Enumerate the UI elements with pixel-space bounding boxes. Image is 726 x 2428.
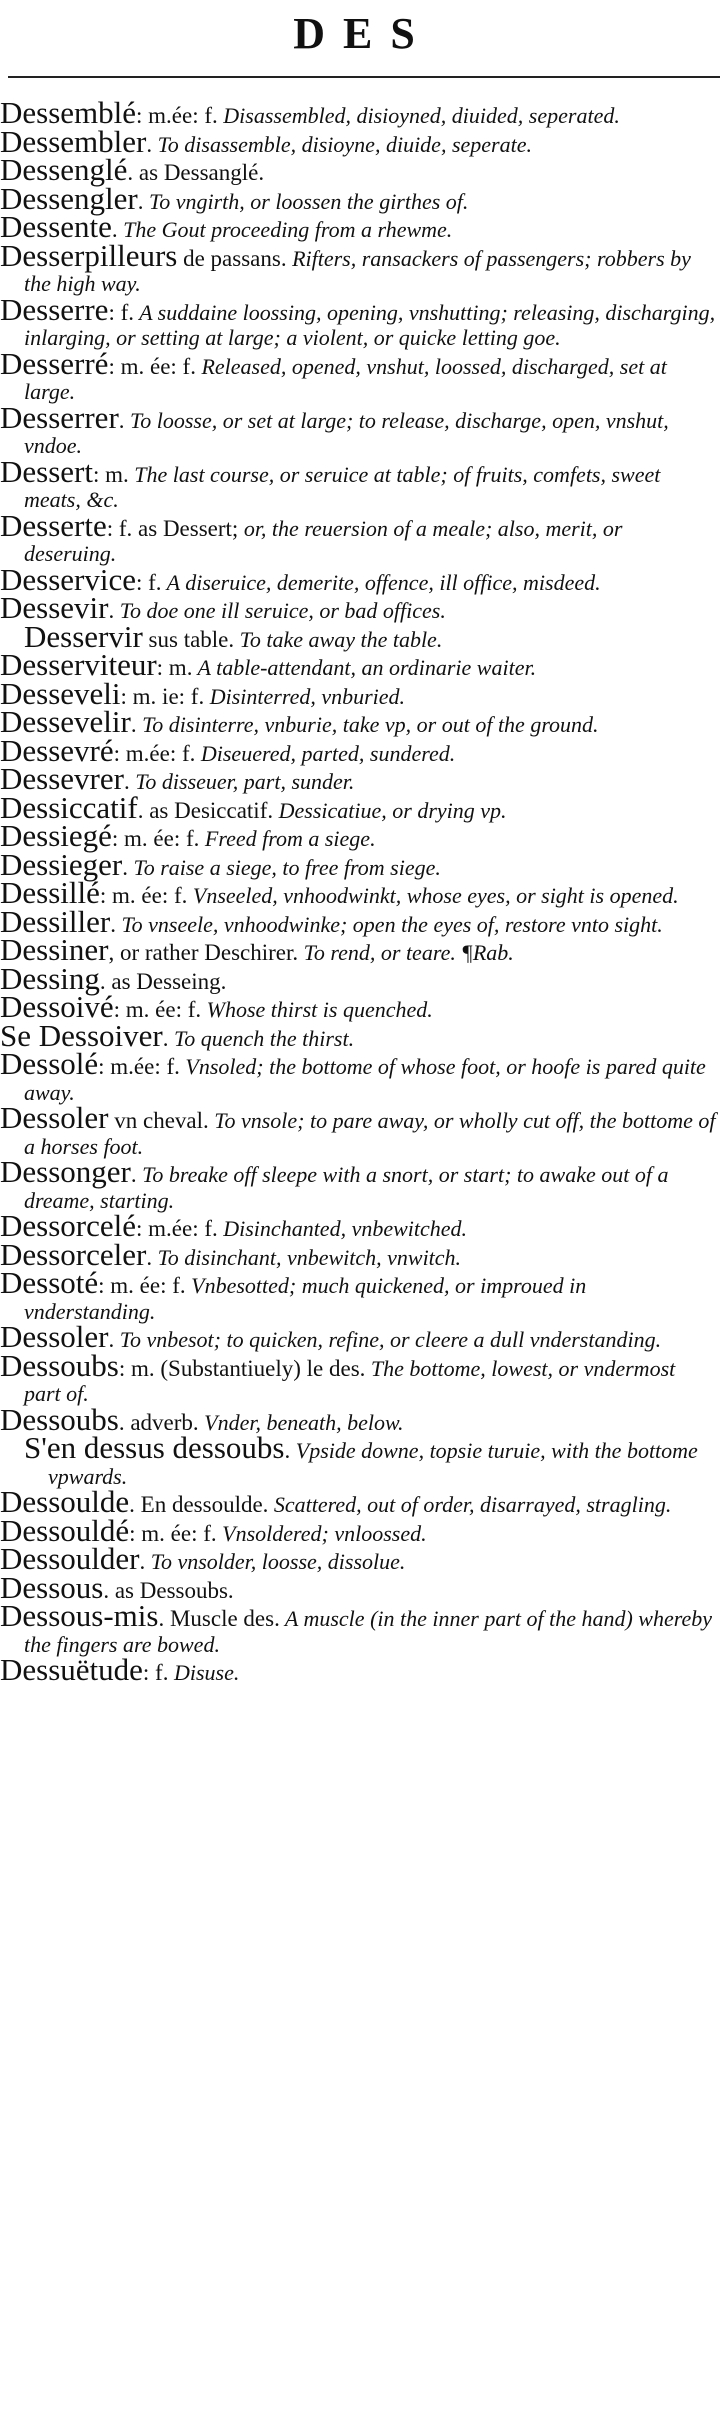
entry-headword: Dessuëtude [0, 1652, 143, 1687]
entry-grammar: : m.ée: f. [113, 740, 196, 766]
entry-definition: To rend, or teare. ¶Rab. [298, 940, 514, 965]
entry-headword: Dessente [0, 209, 112, 244]
entry-definition: Scattered, out of order, disarrayed, stragling. [268, 1492, 672, 1517]
entry-grammar: : f. as Dessert; [106, 515, 239, 541]
entry-grammar: : m. [92, 461, 129, 487]
entry-grammar: : m. ée: f. [108, 353, 196, 379]
entry-definition: To vnsolder, loosse, dissolue. [145, 1549, 406, 1574]
entry-definition: To quench the thirst. [168, 1025, 355, 1051]
entry-grammar: : m. ie: f. [120, 683, 205, 709]
entry-headword: Dessonger [0, 1154, 131, 1189]
entry-headword: Dessengler [0, 180, 138, 216]
entry-definition: Diseuered, parted, sundered. [195, 740, 456, 766]
dictionary-entry [0, 846, 726, 882]
dictionary-entry [0, 1652, 726, 1687]
entry-grammar: : m. [156, 655, 193, 680]
entry-headword: Dessoubs [0, 1401, 119, 1437]
entry-headword: Dessert [0, 453, 93, 489]
entry-grammar: . as Dessoubs. [103, 1577, 234, 1603]
entry-headword: Dessoulder [0, 1541, 140, 1576]
dictionary-entry [0, 453, 726, 513]
entry-definition: Rifters, ransackers of passengers; robbers by the high way. [24, 245, 691, 296]
entry-grammar: : m. ée: f. [111, 826, 200, 851]
entry-grammar: : m. (Substantiuely) le des. [118, 1355, 366, 1381]
dictionary-entry [0, 507, 726, 567]
entry-headword: Desservir [24, 618, 143, 654]
entry-grammar: . [130, 1162, 137, 1187]
entry-grammar: . [284, 1438, 291, 1463]
entry-grammar: . as Desseing. [99, 968, 227, 994]
dictionary-entry [0, 345, 726, 405]
page-header: DES [293, 9, 433, 58]
entry-definition: To take away the table. [234, 626, 443, 652]
entry-headword: Dessoler [0, 1319, 109, 1354]
entry-headword: Dessoté [0, 1265, 99, 1300]
entry-grammar: : m.ée: f. [136, 1216, 218, 1241]
entry-headword: Dessorcelé [0, 1208, 136, 1243]
header-rule [8, 76, 720, 78]
entry-grammar: , or rather Deschirer. [108, 940, 299, 965]
entry-definition: or, the reuersion of a meale; also, merit, or deseruing. [24, 515, 623, 566]
entry-definition: To breake off sleepe with a snort, or start; to awake out of a dreame, starting. [24, 1162, 669, 1213]
entry-grammar: : f. [136, 569, 162, 595]
entry-definition: Released, opened, vnshut, loossed, discharged, set at large. [24, 353, 667, 404]
entry-headword: Dessoler [0, 1100, 109, 1135]
entry-definition: To disseuer, part, sunder. [129, 769, 355, 794]
dictionary-entry [0, 237, 726, 297]
entry-definition: Vnsoldered; vnloossed. [216, 1520, 427, 1546]
entry-grammar: . [108, 1327, 115, 1352]
entry-grammar: : f. [108, 299, 135, 325]
entry-grammar: . [137, 188, 144, 214]
entry-grammar: . En dessoulde. [129, 1492, 269, 1517]
entry-definition: Disassembled, disioyned, diuided, seperated. [217, 103, 620, 128]
entry-headword: Dessolé [0, 1046, 99, 1081]
entry-grammar: . [130, 712, 137, 737]
entry-grammar: . [146, 131, 153, 157]
entry-headword: Dessenglé [0, 152, 128, 187]
entry-grammar: . [162, 1025, 169, 1051]
entry-headword: Dessiegé [0, 818, 112, 853]
entry-definition: Vnsoled; the bottome of whose foot, or hoofe is pared quite away. [24, 1054, 706, 1105]
entry-definition: To doe one ill seruice, or bad offices. [114, 598, 446, 623]
entry-grammar: . as Desiccatif. [137, 797, 274, 823]
entry-headword: Desserte [0, 507, 107, 543]
entry-headword: Dessouldé [0, 1512, 130, 1548]
entry-definition: To disinchant, vnbewitch, vnwitch. [152, 1244, 462, 1270]
dictionary-entry [0, 1017, 726, 1053]
entry-definition: The last course, or seruice at table; of fruits, comfets, sweet meats, &c. [24, 461, 661, 512]
entry-headword: Dessiccatif [0, 789, 138, 825]
entry-definition: Freed from a siege. [199, 826, 376, 851]
dictionary-entries [0, 95, 726, 1687]
entry-grammar: : m.ée: f. [98, 1054, 180, 1079]
dictionary-entry [0, 1236, 726, 1272]
dictionary-entry [0, 1430, 726, 1489]
dictionary-entry [0, 399, 726, 459]
entry-headword: Desserré [0, 345, 109, 381]
entry-grammar: . [146, 1244, 153, 1270]
entry-definition: A table-attendant, an ordinarie waiter. [192, 655, 537, 680]
entry-grammar: . [111, 217, 118, 242]
entry-headword: Dessemblé [0, 95, 137, 130]
entry-definition: Vnbesotted; much quickened, or improued in vnderstanding. [24, 1273, 587, 1324]
entry-grammar: . [139, 1549, 146, 1574]
entry-grammar: . Muscle des. [158, 1606, 280, 1631]
entry-grammar: vn cheval. [108, 1108, 209, 1133]
dictionary-entry [0, 1100, 726, 1159]
entry-grammar: sus table. [142, 626, 235, 652]
entry-definition: Dessicatiue, or drying vp. [273, 797, 507, 823]
entry-grammar: : m.ée: f. [136, 103, 218, 128]
entry-definition: The Gout proceeding from a rhewme. [117, 217, 453, 242]
entry-headword: Dessoivé [0, 989, 114, 1024]
entry-grammar: . [118, 407, 125, 433]
entry-definition: Vpside downe, topsie turuie, with the bottome vpwards. [48, 1438, 698, 1489]
entry-definition: Disuse. [168, 1660, 240, 1685]
entry-headword: Desserpilleurs [0, 237, 178, 273]
dictionary-entry [0, 561, 726, 597]
entry-definition: Vnder, beneath, below. [198, 1409, 404, 1435]
entry-grammar: . [122, 854, 128, 880]
entry-grammar: . adverb. [118, 1409, 199, 1435]
entry-grammar: : m. ée: f. [98, 1273, 186, 1298]
entry-headword: Desseveli [0, 675, 121, 711]
entry-grammar: . [123, 769, 130, 794]
entry-definition: To vnseele, vnhoodwinke; open the eyes of, restore vnto sight. [115, 911, 663, 937]
entry-headword: Dessous-mis [0, 1598, 159, 1633]
entry-definition: Disinterred, vnburied. [204, 683, 406, 709]
entry-headword: Dessillé [0, 875, 100, 910]
dictionary-entry [0, 1598, 726, 1657]
entry-headword: Dessiner [0, 932, 109, 967]
entry-headword: Dessembler [0, 123, 147, 159]
entry-grammar: . as Dessanglé. [127, 160, 265, 185]
entry-definition: To vnsole; to pare away, or wholly cut off, the bottome of a horses foot. [24, 1108, 716, 1159]
entry-grammar: : m. ée: f. [99, 883, 188, 908]
dictionary-entry [0, 903, 726, 939]
entry-definition: The bottome, lowest, or vndermost part of. [24, 1355, 676, 1406]
entry-definition: To disassemble, disioyne, diuide, seperate. [152, 131, 532, 157]
entry-definition: Disinchanted, vnbewitched. [217, 1216, 468, 1241]
dictionary-entry [0, 291, 726, 351]
entry-headword: S'en dessus dessoubs [24, 1430, 285, 1465]
dictionary-entry [0, 932, 726, 967]
entry-headword: Dessevrer [0, 761, 124, 796]
entry-grammar: : m. ée: f. [129, 1520, 217, 1546]
entry-definition: To vnbesot; to quicken, refine, or cleere a dull vnderstanding. [114, 1327, 662, 1352]
entry-definition: Whose thirst is quenched. [201, 997, 433, 1022]
dictionary-entry [0, 1347, 726, 1407]
entry-headword: Dessoubs [0, 1347, 119, 1383]
entry-headword: Dessevré [0, 732, 114, 768]
entry-headword: Dessevir [0, 590, 109, 625]
entry-definition: To raise a siege, to free from siege. [127, 854, 441, 880]
entry-headword: Dessevelir [0, 704, 131, 739]
entry-definition: Vnseeled, vnhoodwinkt, whose eyes, or sight is opened. [187, 883, 679, 908]
dictionary-entry [0, 1046, 726, 1105]
entry-definition: A muscle (in the inner part of the hand) whereby the fingers are bowed. [24, 1606, 713, 1657]
entry-headword: Dessorceler [0, 1236, 147, 1272]
entry-headword: Desservice [0, 561, 136, 597]
dictionary-entry [0, 1154, 726, 1213]
entry-headword: Dessieger [0, 846, 123, 882]
entry-headword: Desserrer [0, 399, 119, 435]
entry-headword: Desserviteur [0, 647, 157, 682]
entry-grammar: : m. ée: f. [113, 997, 202, 1022]
dictionary-entry [0, 1541, 726, 1576]
entry-definition: To disinterre, vnburie, take vp, or out of the ground. [136, 712, 599, 737]
entry-definition: A suddaine loossing, opening, vnshutting; releasing, discharging, inlarging, or setting at large; a violent, or quicke letting goe. [24, 299, 716, 350]
entry-definition: To loosse, or set at large; to release, discharge, open, vnshut, vndoe. [24, 407, 669, 458]
entry-grammar: . [108, 598, 115, 623]
entry-headword: Desserre [0, 291, 109, 327]
entry-headword: Dessous [0, 1569, 104, 1605]
entry-grammar: : f. [142, 1660, 169, 1685]
entry-grammar: de passans. [177, 245, 287, 271]
entry-definition: To vngirth, or loossen the girthes of. [143, 188, 469, 214]
entry-grammar: . [110, 911, 116, 937]
entry-definition: A diseruice, demerite, offence, ill office, misdeed. [161, 569, 601, 595]
entry-headword: Se Dessoiver [0, 1017, 163, 1053]
dictionary-entry [0, 1265, 726, 1324]
entry-headword: Dessing [0, 960, 100, 996]
entry-headword: Dessoulde [0, 1484, 130, 1519]
entry-headword: Dessiller [0, 903, 111, 939]
